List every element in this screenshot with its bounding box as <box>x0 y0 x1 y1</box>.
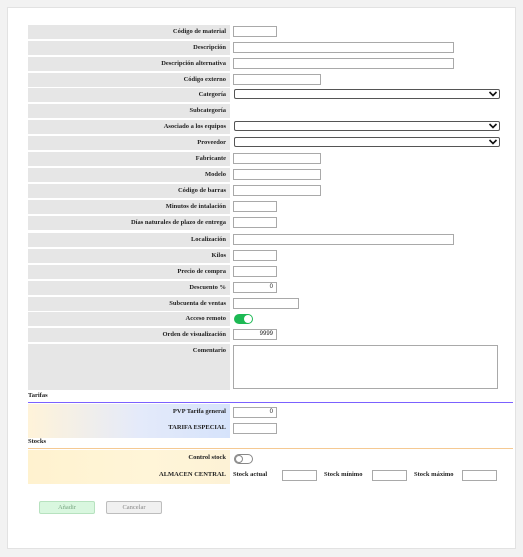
pvp-general-label: PVP Tarifa general <box>172 408 226 415</box>
descripcion-input[interactable] <box>233 42 454 53</box>
codigo-material-input[interactable] <box>233 26 277 37</box>
row-descripcion <box>28 41 508 55</box>
row-subcategoria <box>28 104 508 118</box>
subcuenta-ventas-input[interactable] <box>233 298 299 309</box>
dias-entrega-label: Días naturales de plazo de entrega <box>28 216 230 230</box>
row-proveedor <box>28 136 508 150</box>
almacen-label: ALMACEN CENTRAL <box>159 471 226 478</box>
toggle-knob <box>235 455 243 463</box>
stocks-divider <box>28 448 513 449</box>
categoria-label: Categoría <box>28 88 230 102</box>
stock-minimo-label: Stock mínimo <box>324 471 363 478</box>
fabricante-label: Fabricante <box>28 152 230 166</box>
asociado-equipos-label: Asociado a los equipos <box>28 120 230 134</box>
orden-visualizacion-input[interactable]: 9999 <box>233 329 277 340</box>
control-stock-label: Control stock <box>188 454 226 461</box>
codigo-externo-input[interactable] <box>233 74 321 85</box>
row-codigo-externo <box>28 73 508 87</box>
stocks-label-panel <box>28 450 230 484</box>
row-categoria <box>28 88 508 102</box>
comentario-textarea[interactable] <box>233 345 498 389</box>
precio-compra-input[interactable] <box>233 266 277 277</box>
asociado-equipos-select[interactable] <box>234 121 500 131</box>
descripcion-alternativa-input[interactable] <box>233 58 454 69</box>
chevron-down-icon <box>488 138 498 146</box>
row-subcuenta-ventas <box>28 297 508 311</box>
proveedor-select[interactable] <box>234 137 500 147</box>
tarifas-label-panel <box>28 404 230 438</box>
localizacion-input[interactable] <box>233 234 454 245</box>
tarifas-title: Tarifas <box>28 392 48 399</box>
row-codigo-material <box>28 25 508 39</box>
tarifas-divider <box>28 402 513 403</box>
row-descuento <box>28 281 508 295</box>
comentario-label: Comentario <box>28 344 230 390</box>
minutos-instalacion-label: Minutos de intalación <box>28 200 230 214</box>
codigo-barras-input[interactable] <box>233 185 321 196</box>
pvp-general-input[interactable]: 0 <box>233 407 277 418</box>
codigo-externo-label: Código externo <box>28 73 230 87</box>
proveedor-label: Proveedor <box>28 136 230 150</box>
stock-maximo-label: Stock máximo <box>414 471 454 478</box>
row-codigo-barras <box>28 184 508 198</box>
row-comentario <box>28 344 508 390</box>
acceso-remoto-label: Acceso remoto <box>28 312 230 326</box>
material-form-card <box>7 7 516 549</box>
tarifa-especial-label: TARIFA ESPECIAL <box>168 424 226 431</box>
acceso-remoto-toggle[interactable] <box>234 314 253 324</box>
subcategoria-label: Subcategoría <box>28 104 230 118</box>
row-minutos-instalacion <box>28 200 508 214</box>
descuento-label: Descuento % <box>28 281 230 295</box>
descripcion-alternativa-label: Descripción alternativa <box>28 57 230 71</box>
row-dias-entrega <box>28 216 508 230</box>
descuento-input[interactable]: 0 <box>233 282 277 293</box>
row-acceso-remoto <box>28 312 508 326</box>
orden-visualizacion-label: Orden de visualización <box>28 328 230 342</box>
codigo-barras-label: Código de barras <box>28 184 230 198</box>
row-precio-compra <box>28 265 508 279</box>
kilos-input[interactable] <box>233 250 277 261</box>
stocks-title: Stocks <box>28 438 47 445</box>
add-button[interactable]: Añadir <box>39 501 95 514</box>
modelo-label: Modelo <box>28 168 230 182</box>
stock-minimo-input[interactable] <box>372 470 407 481</box>
minutos-instalacion-input[interactable] <box>233 201 277 212</box>
row-localizacion <box>28 233 508 247</box>
subcuenta-ventas-label: Subcuenta de ventas <box>28 297 230 311</box>
fabricante-input[interactable] <box>233 153 321 164</box>
chevron-down-icon <box>488 90 498 98</box>
modelo-input[interactable] <box>233 169 321 180</box>
row-kilos <box>28 249 508 263</box>
row-fabricante <box>28 152 508 166</box>
stock-actual-input[interactable] <box>282 470 317 481</box>
row-descripcion-alternativa <box>28 57 508 71</box>
stock-maximo-input[interactable] <box>462 470 497 481</box>
toggle-knob <box>244 315 252 323</box>
row-asociado-equipos <box>28 120 508 134</box>
row-orden-visualizacion <box>28 328 508 342</box>
localizacion-label: Localización <box>28 233 230 247</box>
stock-actual-label: Stock actual <box>233 471 268 478</box>
dias-entrega-input[interactable] <box>233 217 277 228</box>
tarifa-especial-input[interactable] <box>233 423 277 434</box>
kilos-label: Kilos <box>28 249 230 263</box>
descripcion-label: Descripción <box>28 41 230 55</box>
cancel-button[interactable]: Cancelar <box>106 501 162 514</box>
chevron-down-icon <box>488 122 498 130</box>
codigo-material-label: Código de material <box>28 25 230 39</box>
categoria-select[interactable] <box>234 89 500 99</box>
control-stock-toggle[interactable] <box>234 454 253 464</box>
row-modelo <box>28 168 508 182</box>
precio-compra-label: Precio de compra <box>28 265 230 279</box>
